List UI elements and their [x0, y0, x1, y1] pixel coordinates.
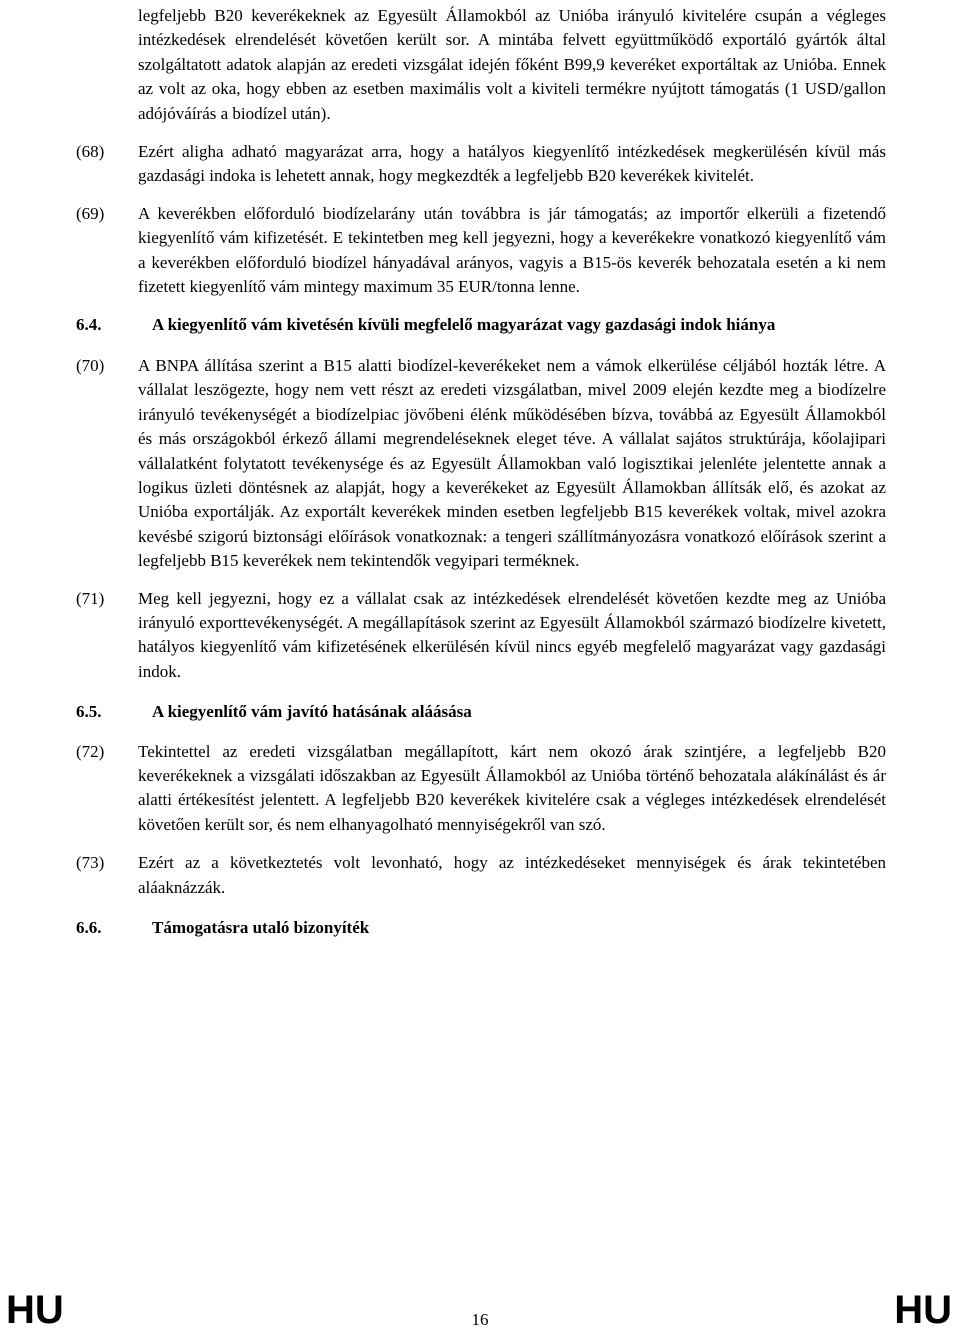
paragraph-number: (68): [76, 142, 105, 162]
paragraph-text: A keverékben előforduló biodízelarány után továbbra is jár támogatás; az importőr elkerüli a fizetendő kiegyenlítő vám kifizetését. E tekintetben meg kell jegyezni, hogy a keverékekre vonatkozó kiegyenlítő vám a keverékben előforduló biodízel hányadával arányos, vagyis a B15-ös keverék behozatala esetén a ki nem fizetett kiegyenlítő vám mintegy maximum 35 EUR/tonna lenne.: [138, 203, 886, 297]
footer-language-code-left: HU: [6, 1288, 64, 1332]
continued-paragraph: [76, 4, 886, 126]
paragraph-number: (72): [76, 741, 105, 761]
paragraph-72: [76, 740, 886, 838]
section-number: 6.4.: [76, 315, 102, 335]
section-heading-6-5: [76, 700, 886, 724]
section-number: 6.5.: [76, 702, 102, 722]
section-number: 6.6.: [76, 918, 102, 937]
paragraph-number: (71): [76, 588, 105, 608]
paragraph-text: Meg kell jegyezni, hogy ez a vállalat csak az intézkedések elrendelését követően kezdte meg az Unióba irányuló exporttevékenységét. A megállapítások szerint az Egyesült Államokból származó biodízelre kivetett, hatályos kiegyenlítő vám kifizetésének elkerülésén kívül nincs egyéb megfelelő magyarázat vagy gazdasági indok.: [138, 588, 886, 681]
paragraph-71: [76, 587, 886, 685]
document-body: [76, 4, 886, 954]
paragraph-69: [76, 202, 886, 300]
paragraph-70: [76, 354, 886, 574]
paragraph-text: Ezért az a következtetés volt levonható, hogy az intézkedéseket mennyiségek és árak tekintetében aláaknázzák.: [138, 853, 886, 897]
paragraph-number: (70): [76, 355, 105, 375]
paragraph-73: [76, 851, 886, 900]
section-heading-6-6: [76, 916, 886, 940]
paragraph-text: A BNPA állítása szerint a B15 alatti biodízel-keverékeket nem a vámok elkerülése céljából hozták létre. A vállalat leszögezte, hogy nem vett részt az eredeti vizsgálatban, mivel 2009 elején kezdte meg a biodízelre irányuló tevékenységét a biodízelpiac jövőbeni élénk működésében bízva, továbbá az Egyesült Államokból és más országokból érkező állami megrendeléseknek eleget téve. A vállalat sajátos struktúrája, kőolajipari vállalatként folytatott tevékenysége és az Egyesült Államokban való logisztikai jelenléte jelentette annak a logikus üzleti döntésnek az alapját, hogy a keverékeket az Egyesült Államokban állítsák elő, és azokat az Unióba exportálják. Az exportált keverékek minden esetben legfeljebb B15 keverékek voltak, mivel azokra kevésbé szigorú biztonsági előírások vonatkoznak: a tengeri szállítmányozásra vonatkozó előírások szerint a legfeljebb B15 keverékek nem tekintendők vegyipari terméknek.: [138, 355, 886, 571]
footer-language-code-right: HU: [894, 1288, 952, 1332]
section-heading-6-4: [76, 313, 886, 337]
section-title: Támogatásra utaló bizonyíték: [152, 918, 370, 937]
paragraph-68: [76, 140, 886, 189]
section-title: A kiegyenlítő vám javító hatásának aláásása: [152, 702, 472, 722]
paragraph-number: (69): [76, 203, 105, 223]
paragraph-number: (73): [76, 853, 105, 873]
paragraph-text: legfeljebb B20 keverékeknek az Egyesült Államokból az Unióba irányuló kivitelére csupán a végleges intézkedések elrendelését követően került sor. A mintába felvett együttműködő exportáló gyártók által szolgáltatott adatok alapján az eredeti vizsgálat idején főként B99,9 keveréket exportáltak az Unióba. Ennek az volt az oka, hogy ebben az esetben maximális volt a kiviteli termékre nyújtott támogatás (1 USD/gallon adójóváírás a biodízel után).: [138, 6, 886, 123]
paragraph-text: Ezért aligha adható magyarázat arra, hogy a hatályos kiegyenlítő intézkedések megkerülésén kívül más gazdasági indoka is lehetett annak, hogy megkezdték a legfeljebb B20 keverékek kivitelét.: [138, 142, 886, 186]
paragraph-text: Tekintettel az eredeti vizsgálatban megállapított, kárt nem okozó árak szintjére, a legfeljebb B20 keverékeknek a vizsgálati időszakban az Egyesült Államokból az Unióba történő behozatala alákínálást és ár alatti értékesítést jelentett. A legfeljebb B20 keverékek kivitelére csak a végleges intézkedések elrendelését követően került sor, és nem elhanyagolható mennyiségekről van szó.: [138, 741, 886, 834]
section-title: A kiegyenlítő vám kivetésén kívüli megfelelő magyarázat vagy gazdasági indok hiánya: [152, 315, 776, 335]
page-number: 16: [471, 1310, 489, 1329]
